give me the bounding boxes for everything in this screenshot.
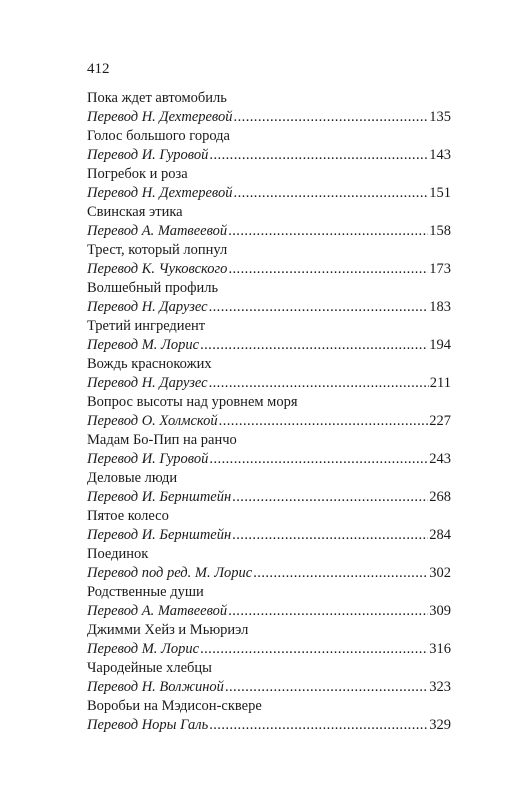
translator-line	[87, 640, 451, 659]
dot-leader	[209, 374, 429, 393]
translator-credit: Перевод Н. Дехтеревой	[87, 109, 233, 125]
page-reference: 316	[429, 641, 451, 657]
translator-credit: Перевод И. Гуровой	[87, 451, 209, 467]
translator-credit: Перевод М. Лорис	[87, 641, 200, 657]
toc-entry	[87, 355, 451, 393]
dot-leader	[200, 336, 428, 355]
translator-credit: Перевод И. Гуровой	[87, 147, 209, 163]
translator-credit: Перевод Н. Дехтеревой	[87, 185, 233, 201]
dot-leader	[232, 526, 428, 545]
dot-leader	[219, 412, 429, 431]
page-reference: 135	[429, 109, 451, 125]
translator-credit: Перевод И. Бернштейн	[87, 527, 232, 543]
page-reference: 211	[429, 375, 451, 391]
translator-credit: Перевод К. Чуковского	[87, 261, 228, 277]
page-reference: 173	[429, 261, 451, 277]
table-of-contents	[87, 89, 451, 735]
toc-entry	[87, 431, 451, 469]
page-reference: 183	[429, 299, 451, 315]
toc-entry	[87, 127, 451, 165]
dot-leader	[253, 564, 428, 583]
translator-line	[87, 488, 451, 507]
page-reference: 329	[429, 717, 451, 733]
translator-credit: Перевод И. Бернштейн	[87, 489, 232, 505]
translator-line	[87, 222, 451, 241]
page-reference: 194	[429, 337, 451, 353]
story-title: Поединок	[87, 546, 149, 562]
translator-credit: Перевод Норы Галь	[87, 717, 209, 733]
translator-line	[87, 412, 451, 431]
translator-line	[87, 374, 451, 393]
translator-credit: Перевод Н. Волжиной	[87, 679, 224, 695]
dot-leader	[228, 260, 428, 279]
dot-leader	[234, 184, 429, 203]
story-title: Вопрос высоты над уровнем моря	[87, 394, 298, 410]
story-title: Мадам Бо-Пип на ранчо	[87, 432, 237, 448]
translator-line	[87, 336, 451, 355]
translator-credit: Перевод А. Матвеевой	[87, 603, 228, 619]
dot-leader	[232, 488, 428, 507]
toc-entry	[87, 583, 451, 621]
toc-entry	[87, 507, 451, 545]
page-reference: 227	[429, 413, 451, 429]
page-reference: 284	[429, 527, 451, 543]
story-title: Голос большого города	[87, 128, 230, 144]
translator-credit: Перевод М. Лорис	[87, 337, 200, 353]
translator-credit: Перевод О. Холмской	[87, 413, 218, 429]
translator-credit: Перевод под ред. М. Лорис	[87, 565, 253, 581]
page-reference: 158	[429, 223, 451, 239]
toc-entry	[87, 697, 451, 735]
story-title: Волшебный профиль	[87, 280, 219, 296]
translator-line	[87, 450, 451, 469]
toc-entry	[87, 165, 451, 203]
translator-line	[87, 184, 451, 203]
translator-line	[87, 108, 451, 127]
page-reference: 143	[429, 147, 451, 163]
dot-leader	[234, 108, 429, 127]
toc-entry	[87, 241, 451, 279]
dot-leader	[225, 678, 428, 697]
dot-leader	[228, 222, 428, 241]
translator-credit: Перевод Н. Дарузес	[87, 299, 208, 315]
toc-entry	[87, 203, 451, 241]
story-title: Пока ждет автомобиль	[87, 90, 227, 106]
story-title: Трест, который лопнул	[87, 242, 228, 258]
toc-entry	[87, 393, 451, 431]
toc-entry	[87, 89, 451, 127]
page-reference: 243	[429, 451, 451, 467]
story-title: Деловые люди	[87, 470, 178, 486]
toc-entry	[87, 469, 451, 507]
dot-leader	[209, 146, 428, 165]
translator-line	[87, 678, 451, 697]
translator-line	[87, 602, 451, 621]
translator-credit: Перевод А. Матвеевой	[87, 223, 228, 239]
toc-entry	[87, 621, 451, 659]
page-reference: 323	[429, 679, 451, 695]
story-title: Вождь краснокожих	[87, 356, 212, 372]
story-title: Погребок и роза	[87, 166, 188, 182]
story-title: Родственные души	[87, 584, 204, 600]
page-reference: 268	[429, 489, 451, 505]
dot-leader	[209, 716, 428, 735]
toc-entry	[87, 545, 451, 583]
translator-line	[87, 260, 451, 279]
dot-leader	[228, 602, 428, 621]
translator-line	[87, 526, 451, 545]
dot-leader	[209, 298, 429, 317]
story-title: Чародейные хлебцы	[87, 660, 212, 676]
dot-leader	[209, 450, 428, 469]
page-reference: 309	[429, 603, 451, 619]
translator-line	[87, 564, 451, 583]
translator-line	[87, 716, 451, 735]
toc-entry	[87, 279, 451, 317]
translator-line	[87, 146, 451, 165]
story-title: Пятое колесо	[87, 508, 169, 524]
story-title: Третий ингредиент	[87, 318, 206, 334]
page-number: 412	[87, 61, 110, 77]
page-reference: 151	[429, 185, 451, 201]
translator-credit: Перевод Н. Дарузес	[87, 375, 208, 391]
story-title: Джимми Хейз и Мьюриэл	[87, 622, 249, 638]
page-reference: 302	[429, 565, 451, 581]
story-title: Свинская этика	[87, 204, 183, 220]
toc-entry	[87, 317, 451, 355]
translator-line	[87, 298, 451, 317]
dot-leader	[200, 640, 428, 659]
toc-entry	[87, 659, 451, 697]
story-title: Воробьи на Мэдисон-сквере	[87, 698, 262, 714]
